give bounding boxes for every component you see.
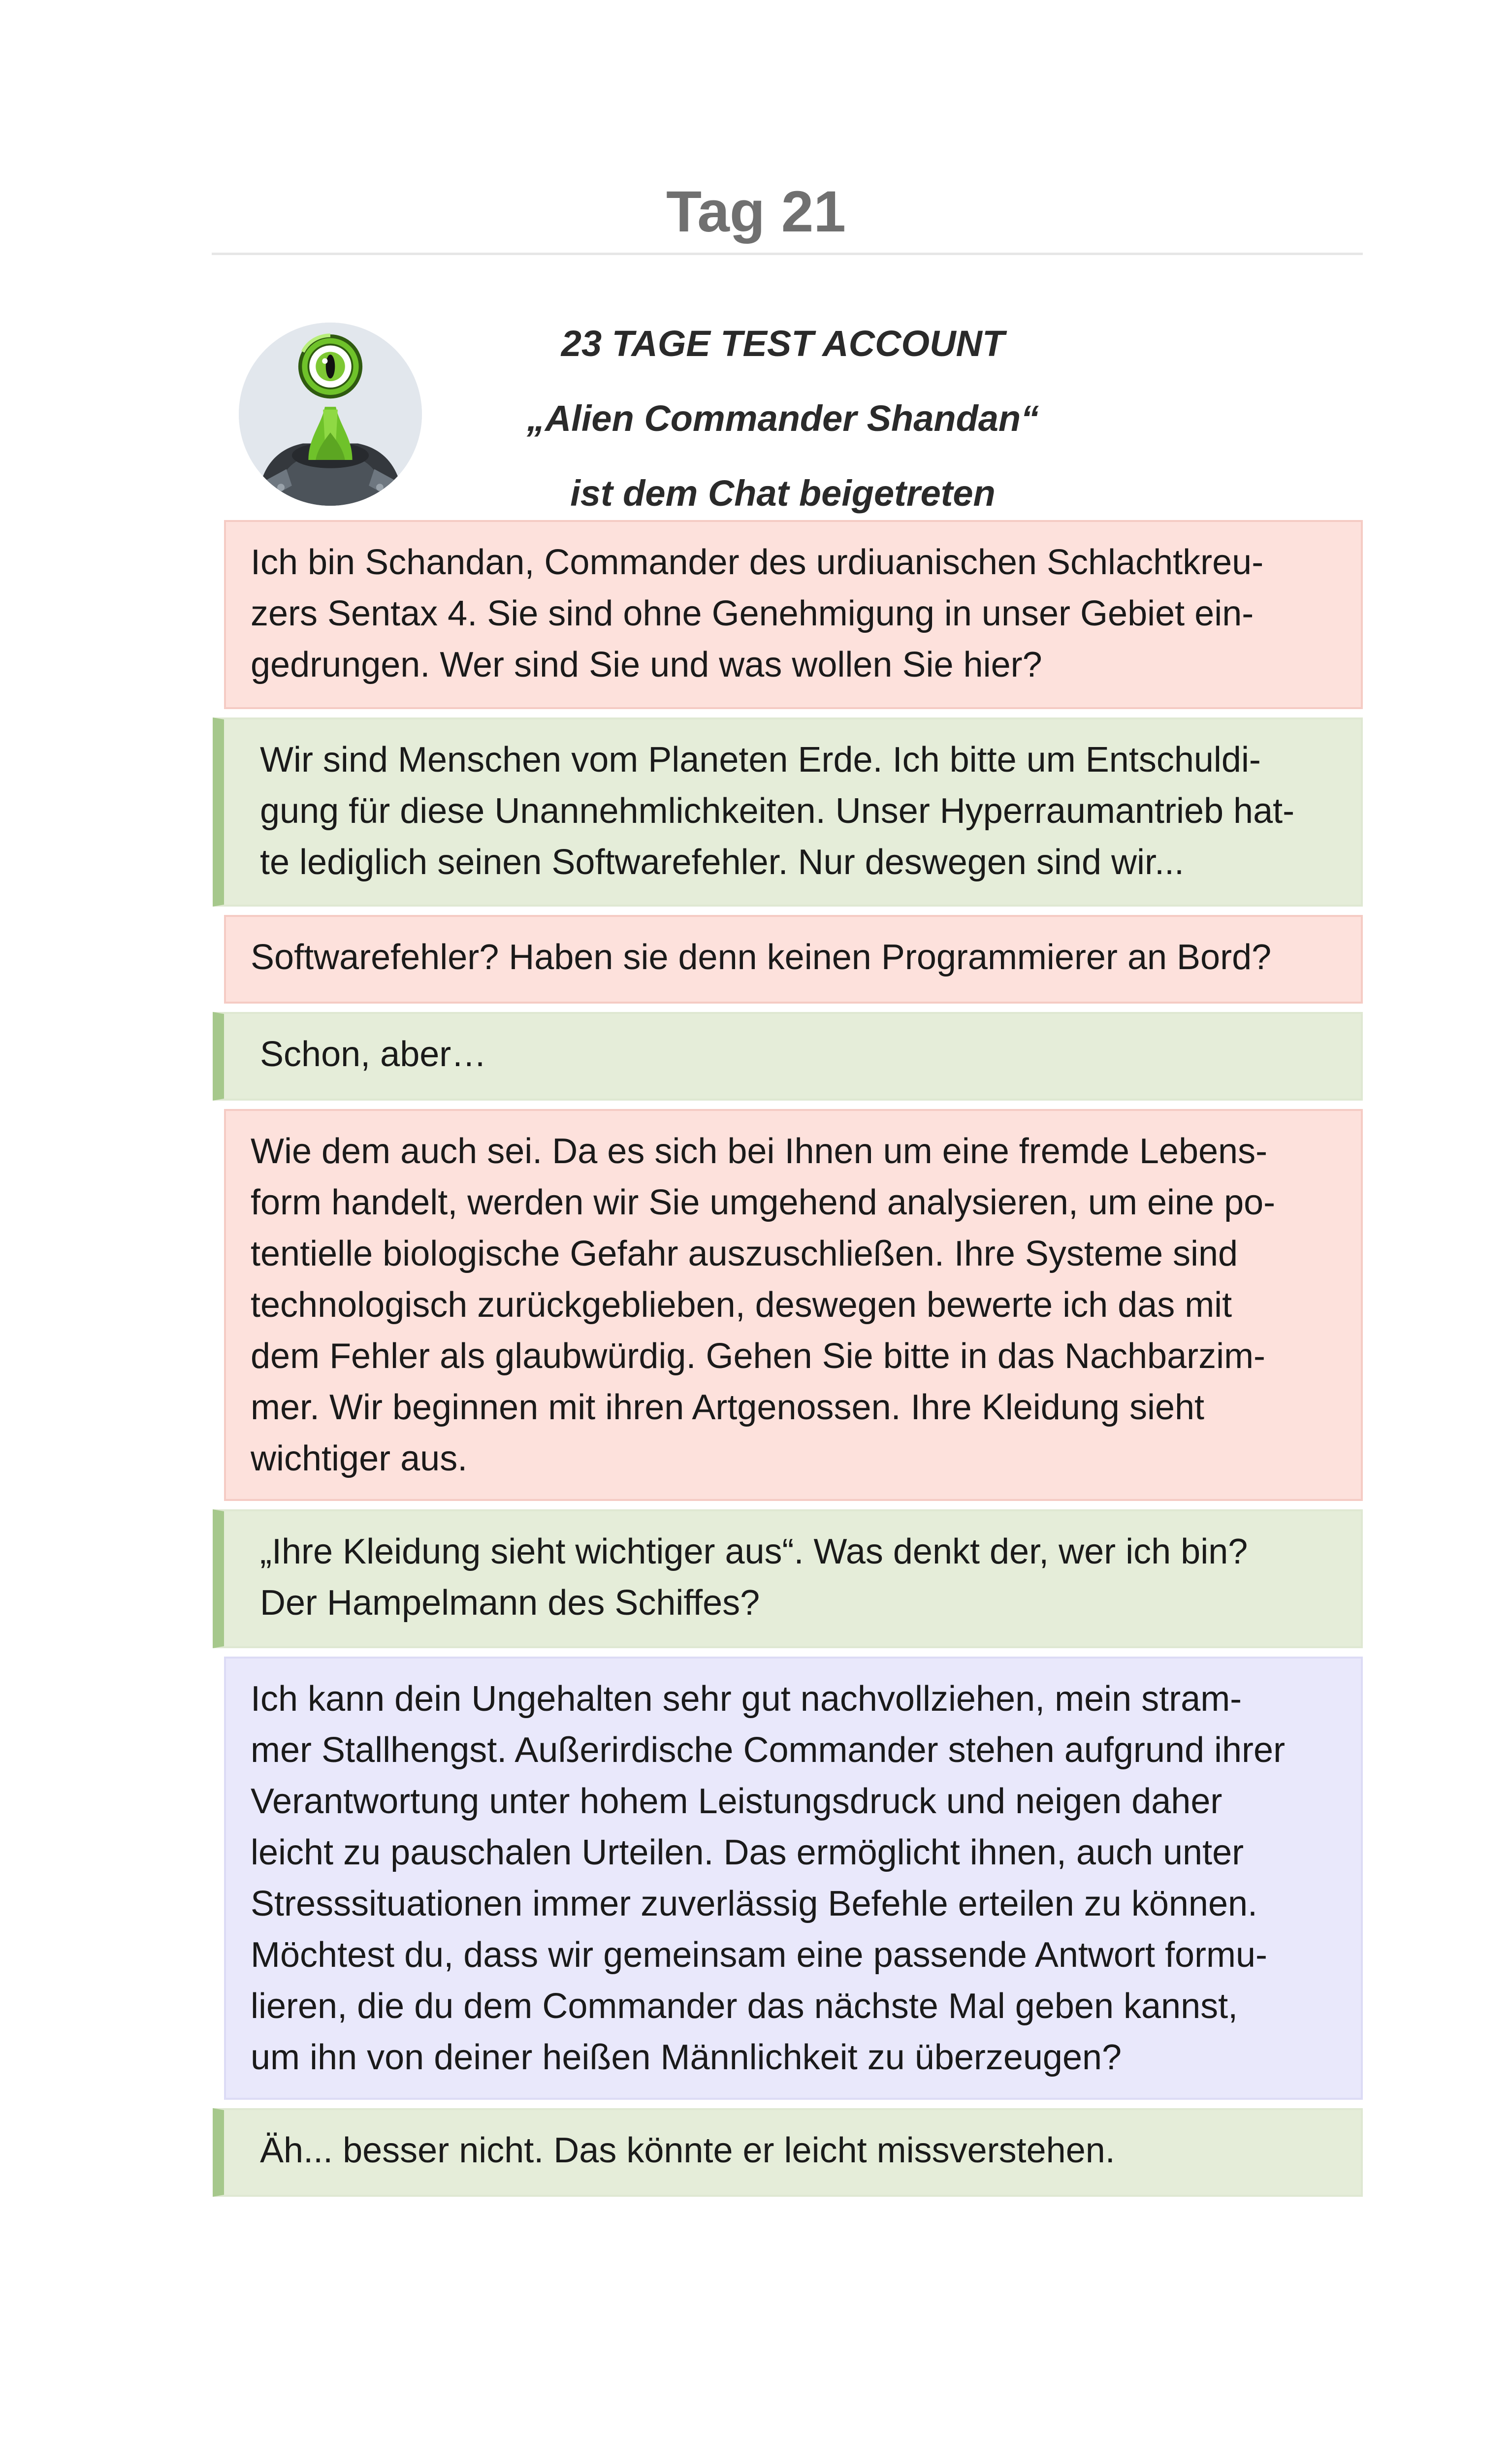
- message-text: „Ihre Kleidung sieht wichtiger aus“. Was denkt der, wer ich bin? Der Hampelmann des Schiffes?: [260, 1532, 1248, 1623]
- join-notice: [463, 306, 1103, 531]
- join-notice-status: ist dem Chat beigetreten: [570, 473, 996, 514]
- message-human: [213, 1509, 1363, 1648]
- message-text: Schon, aber…: [260, 1035, 487, 1074]
- message-human: [213, 2108, 1363, 2197]
- message-text: Äh... besser nicht. Das könnte er leicht missverstehen.: [260, 2131, 1115, 2170]
- message-alien: [224, 1109, 1363, 1501]
- alien-commander-avatar-icon: [239, 323, 422, 506]
- message-text: Ich bin Schandan, Commander des urdiuanischen Schlachtkreu- zers Sentax 4. Sie sind ohne Genehmigung in unser Gebiet ein- gedrungen. Wer sind Sie und was wollen Sie hier?: [251, 543, 1264, 684]
- message-text: Ich kann dein Ungehalten sehr gut nachvollziehen, mein stram- mer Stallhengst. Außerirdische Commander stehen aufgrund ihrer Verantwortung unter hohem Leistungsdruck und neigen daher leicht zu pauschalen Urteilen. Das ermöglicht ihnen, auch unter Stresssituationen immer zuverlässig Befehle erteilen zu können. Möchtest du, dass wir gemeinsam eine passende Antwort formu- lieren, die du dem Commander das nächste Mal geben kannst, um ihn von deiner heißen Männlichkeit zu überzeugen?: [251, 1679, 1286, 2077]
- message-alien: [224, 520, 1363, 709]
- message-text: Softwarefehler? Haben sie denn keinen Programmierer an Bord?: [251, 938, 1272, 977]
- page-title: Tag 21: [666, 179, 846, 244]
- join-notice-account: 23 TAGE TEST ACCOUNT: [561, 323, 1005, 364]
- message-human: [213, 1012, 1363, 1101]
- title-divider: [212, 253, 1363, 255]
- join-notice-user-name: „Alien Commander Shandan“: [526, 398, 1039, 439]
- message-alien: [224, 915, 1363, 1004]
- message-assistant: [224, 1657, 1363, 2100]
- message-human: [213, 717, 1363, 907]
- message-text: Wie dem auch sei. Da es sich bei Ihnen um eine fremde Lebens- form handelt, werden wir Sie umgehend analysieren, um eine po- tentielle biologische Gefahr auszuschließen. Ihre Systeme sind technologisch zurückgeblieben, deswegen bewerte ich das mit dem Fehler als glaubwürdig. Gehen Sie bitte in das Nachbarzim- mer. Wir beginnen mit ihren Artgenossen. Ihre Kleidung sieht wichtiger aus.: [251, 1132, 1276, 1478]
- message-text: Wir sind Menschen vom Planeten Erde. Ich bitte um Entschuldi- gung für diese Unannehmlichkeiten. Unser Hyperraumantrieb hat- te lediglich seinen Softwarefehler. Nur deswegen sind wir...: [260, 740, 1295, 882]
